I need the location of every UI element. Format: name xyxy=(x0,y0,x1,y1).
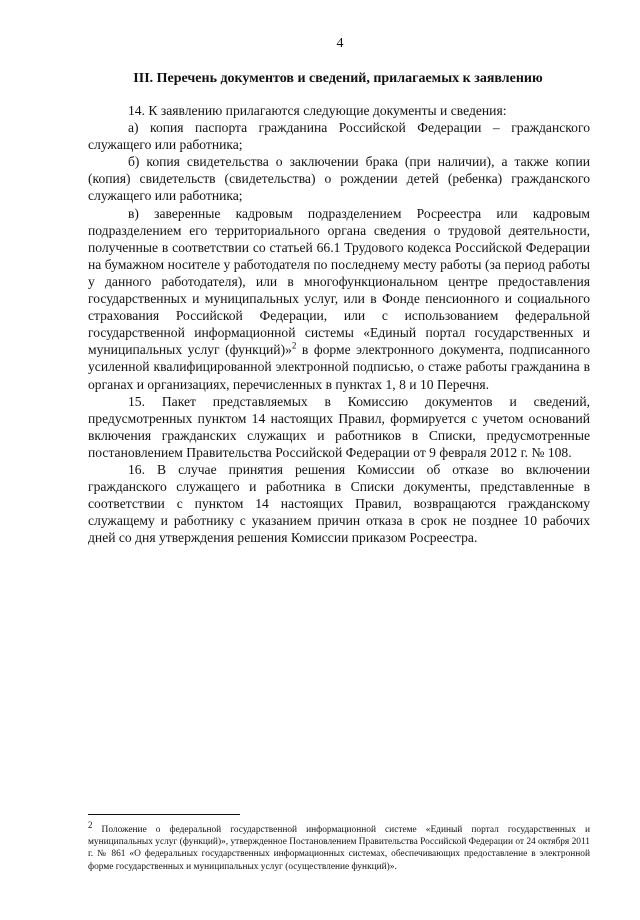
footnote-body: Положение о федеральной государственной информационной системе «Единый портал государственных и муниципальных услуг (функций)», утвержденное Постановлением Правительства Российской Федерации от 24 октября 2011 г. № 861 «О федеральных государственных информационных системах, обеспечивающих предоставление в электронной форме государственных и муниципальных услуг (осуществление функций)». xyxy=(88,825,590,872)
paragraph-15: 15. Пакет представляемых в Комиссию документов и сведений, предусмотренных пунктом 14 настоящих Правил, формируется с учетом оснований включения гражданских служащих и работников в Списки, предусмотренные постановлением Правительства Российской Федерации от 9 февраля 2012 г. № 108. xyxy=(88,393,590,460)
list-item-a: а) копия паспорта гражданина Российской Федерации – гражданского служащего или работника; xyxy=(88,120,590,153)
paragraph-16: 16. В случае принятия решения Комиссии об отказе во включении гражданского служащего и работника в Списки документы, представленные в соответствии с пунктом 14 настоящих Правил, возвращаются гражданскому служащему и работнику с указанием причин отказа в срок не позднее 10 рабочих дней со дня утверждения решения Комиссии приказом Росреестра. xyxy=(88,461,590,546)
footnote xyxy=(88,819,590,873)
list-item-v-text-part2: в форме электронного документа, подписанного усиленной квалифицированной электронной подписью, о стаже работы гражданина в органах и организациях, перечисленных в пунктах 1, 8 и 10 Перечня. xyxy=(88,342,591,392)
page-number: 4 xyxy=(336,36,344,51)
list-item-v xyxy=(88,205,590,393)
section-title: III. Перечень документов и сведений, прилагаемых к заявлению xyxy=(133,71,543,86)
footnote-divider xyxy=(88,814,240,815)
list-item-v-text-part1: в) заверенные кадровым подразделением Росреестра или кадровым подразделением его территориального органа сведения о трудовой деятельности, полученные в соответствии со статьей 66.1 Трудового кодекса Российской Федерации на бумажном носителе у работодателя по последнему месту работы (за период работы у данного работодателя), или в многофункциональном центре предоставления государственных и муниципальных услуг, или в Фонде пенсионного и социального страхования Российской Федерации, или с использованием федеральной государственной информационной системы «Единый портал государственных и муниципальных услуг (функций)» xyxy=(88,205,590,358)
footnote-text xyxy=(88,819,590,873)
paragraph-14-intro: 14. К заявлению прилагаются следующие документы и сведения: xyxy=(128,103,507,118)
footnote-mark: 2 xyxy=(88,819,93,830)
footnote-reference: 2 xyxy=(291,340,297,351)
document-body xyxy=(88,102,590,546)
list-item-b: б) копия свидетельства о заключении брака (при наличии), а также копии (копия) свидетельств (свидетельства) о рождении детей (ребенка) гражданского служащего или работника; xyxy=(88,154,590,204)
